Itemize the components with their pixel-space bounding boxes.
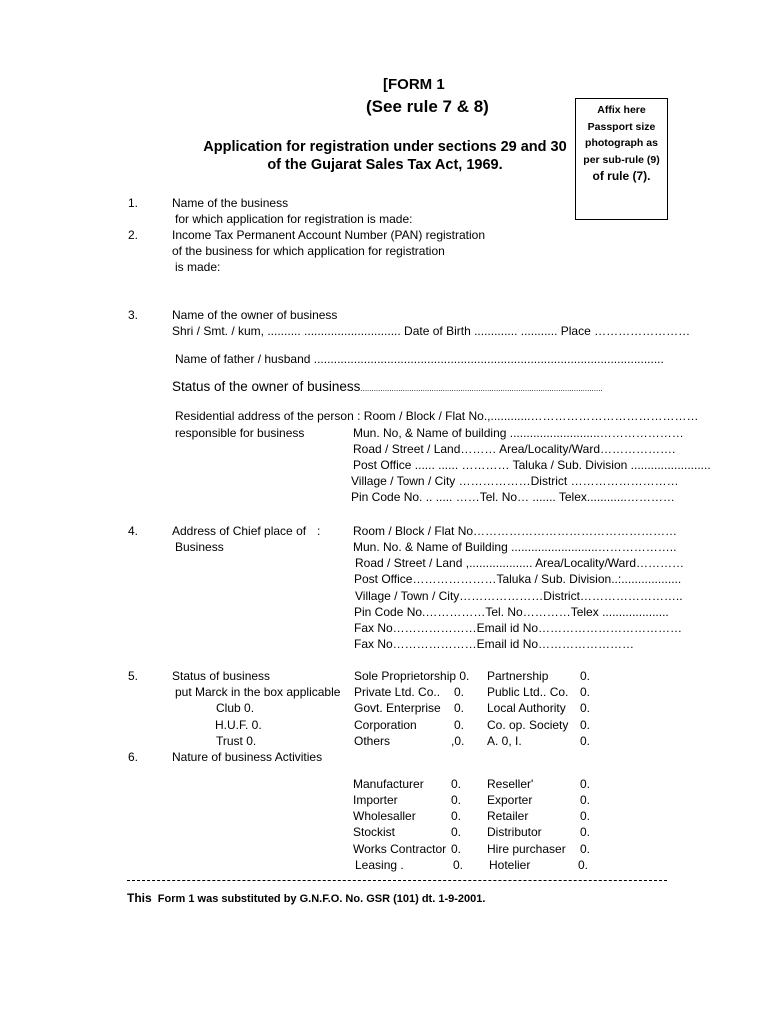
item-number: 3. xyxy=(128,308,139,322)
activity-option-wholesaller[interactable]: Wholesaller xyxy=(353,809,416,823)
activity-option-exporter[interactable]: Exporter xyxy=(487,793,533,807)
father-husband-field[interactable]: Name of father / husband ......................................................................................................... xyxy=(175,352,664,366)
form-title: [FORM 1 xyxy=(383,76,445,93)
activity-option-retailer[interactable]: Retailer xyxy=(487,809,529,823)
status-checkbox[interactable]: 0. xyxy=(454,701,465,715)
chief-building-field[interactable]: Mun. No. & Name of Building ..........................……………….. xyxy=(353,540,677,554)
status-business-instruction: put Marck in the box applicable xyxy=(175,685,341,699)
business-name-label: Name of the business xyxy=(172,196,289,210)
activity-option-stockist[interactable]: Stockist xyxy=(353,825,396,839)
item-number: 2. xyxy=(128,228,139,242)
application-heading-line1: Application for registration under sections 29 and 30 xyxy=(203,139,567,155)
status-option-club[interactable]: Club 0. xyxy=(216,701,255,715)
chief-post-office-field[interactable]: Post Office…………………Taluka / Sub. Division..:.................. xyxy=(354,572,682,586)
activity-option-works-contractor[interactable]: Works Contractor xyxy=(353,842,447,856)
status-option-coop-society[interactable]: Co. op. Society xyxy=(487,718,569,732)
status-checkbox[interactable]: 0. xyxy=(580,685,591,699)
activity-checkbox[interactable]: 0. xyxy=(580,825,591,839)
chief-pincode-field[interactable]: Pin Code No.……………Tel. No…………Telex .................... xyxy=(354,605,669,619)
status-option-partnership[interactable]: Partnership xyxy=(487,669,549,683)
item-number: 1. xyxy=(128,196,139,210)
owner-status-field[interactable]: ............................................................................................................. xyxy=(360,384,603,393)
activity-checkbox[interactable]: 0. xyxy=(451,777,462,791)
rule-reference: (See rule 7 & 8) xyxy=(366,97,489,116)
item-number: 6. xyxy=(128,750,139,764)
activity-checkbox[interactable]: 0. xyxy=(451,793,462,807)
status-checkbox[interactable]: ,0. xyxy=(451,734,465,748)
activity-checkbox[interactable]: 0. xyxy=(580,793,591,807)
activity-checkbox[interactable]: 0. xyxy=(580,809,591,823)
chief-room-field[interactable]: Room / Block / Flat No…………………………………………… xyxy=(353,524,678,538)
activity-option-distributor[interactable]: Distributor xyxy=(487,825,542,839)
chief-village-field[interactable]: Village / Town / City…………………District…………………….. xyxy=(355,589,683,603)
status-option-corporation[interactable]: Corporation xyxy=(354,718,417,732)
status-option-aoi[interactable]: A. 0, I. xyxy=(487,734,522,748)
activity-option-hotelier[interactable]: Hotelier xyxy=(489,858,531,872)
item-number: 5. xyxy=(128,669,139,683)
residential-building-field[interactable]: Mun. No, & Name of building ...........................………………… xyxy=(353,426,684,440)
activity-checkbox[interactable]: 0. xyxy=(451,825,462,839)
passport-photo-box[interactable] xyxy=(575,98,668,220)
activity-checkbox[interactable]: 0. xyxy=(578,858,589,872)
residential-address-label-cont: responsible for business xyxy=(175,426,305,440)
status-checkbox[interactable]: 0. xyxy=(580,718,591,732)
owner-status-label: Status of the owner of business............................................................................................................. xyxy=(172,379,603,394)
activity-option-leasing[interactable]: Leasing . xyxy=(355,858,404,872)
dashed-divider xyxy=(127,880,667,881)
status-checkbox[interactable]: 0. xyxy=(580,669,591,683)
photo-box-line: per sub-rule (9) xyxy=(583,153,660,166)
chief-fax-email-field[interactable]: Fax No…………………Email id No……………………………… xyxy=(354,621,683,635)
chief-place-label: Address of Chief place of xyxy=(172,524,307,538)
activity-checkbox[interactable]: 0. xyxy=(451,809,462,823)
status-checkbox[interactable]: 0. xyxy=(580,734,591,748)
residential-road-field[interactable]: Road / Street / Land……… Area/Locality/Ward………………. xyxy=(353,442,676,456)
activity-option-reseller[interactable]: Reseller' xyxy=(487,777,534,791)
activity-checkbox[interactable]: 0. xyxy=(451,842,462,856)
residential-pincode-field[interactable]: Pin Code No. .. ..... ……Tel. No… ....... Telex............………… xyxy=(351,490,675,504)
photo-box-line: photograph as xyxy=(585,137,658,149)
chief-fax-email-field-2[interactable]: Fax No…………………Email id No…………………… xyxy=(354,637,635,651)
business-activities-label: Nature of business Activities xyxy=(172,750,323,764)
status-checkbox[interactable]: 0. xyxy=(454,685,465,699)
photo-box-line: Affix here xyxy=(597,104,646,116)
application-heading-line2: of the Gujarat Sales Tax Act, 1969. xyxy=(267,157,503,173)
status-option-govt-enterprise[interactable]: Govt. Enterprise xyxy=(354,701,441,715)
photo-box-line: of rule (7). xyxy=(592,169,651,183)
pan-label: Income Tax Permanent Account Number (PAN) registration xyxy=(172,228,486,242)
activity-checkbox[interactable]: 0. xyxy=(453,858,464,872)
footer-note: This Form 1 was substituted by G.N.F.O. No. GSR (101) dt. 1-9-2001. xyxy=(127,891,486,905)
status-option-local-authority[interactable]: Local Authority xyxy=(487,701,566,715)
photo-box-line: Passport size xyxy=(587,120,656,133)
status-option-sole-proprietorship[interactable]: Sole Proprietorship 0. xyxy=(354,669,470,683)
residential-address-room-field[interactable]: Residential address of the person : Room / Block / Flat No.,............…………………………………… xyxy=(175,409,699,423)
activity-checkbox[interactable]: 0. xyxy=(580,842,591,856)
colon: : xyxy=(317,524,321,538)
chief-place-label-cont: Business xyxy=(175,540,224,554)
activity-option-importer[interactable]: Importer xyxy=(353,793,398,807)
status-option-public-ltd[interactable]: Public Ltd.. Co. xyxy=(487,685,569,699)
activity-checkbox[interactable]: 0. xyxy=(580,777,591,791)
activity-option-manufacturer[interactable]: Manufacturer xyxy=(353,777,424,791)
status-checkbox[interactable]: 0. xyxy=(454,718,465,732)
residential-village-field[interactable]: Village / Town / City ………………District ……………………… xyxy=(351,474,679,488)
pan-label-cont: of the business for which application for registration xyxy=(172,244,445,258)
owner-name-dob-place-field[interactable]: Shri / Smt. / kum, .......... ............................. Date of Birth ............. ........... Place …………………… xyxy=(172,324,691,338)
residential-post-office-field[interactable]: Post Office ...... ...... ………… Taluka / Sub. Division ........................ xyxy=(353,458,711,472)
status-checkbox[interactable]: 0. xyxy=(580,701,591,715)
activity-option-hire-purchaser[interactable]: Hire purchaser xyxy=(487,842,566,856)
status-option-trust[interactable]: Trust 0. xyxy=(216,734,257,748)
item-number: 4. xyxy=(128,524,139,538)
business-name-label-cont: for which application for registration is made: xyxy=(175,212,413,226)
status-option-huf[interactable]: H.U.F. 0. xyxy=(215,718,262,732)
status-business-label: Status of business xyxy=(172,669,271,683)
pan-label-cont: is made: xyxy=(175,260,221,274)
status-option-others[interactable]: Others xyxy=(354,734,391,748)
chief-road-field[interactable]: Road / Street / Land ,................... Area/Locality/Ward………… xyxy=(355,556,685,570)
owner-name-label: Name of the owner of business xyxy=(172,308,338,322)
status-option-private-ltd[interactable]: Private Ltd. Co.. xyxy=(354,685,441,699)
